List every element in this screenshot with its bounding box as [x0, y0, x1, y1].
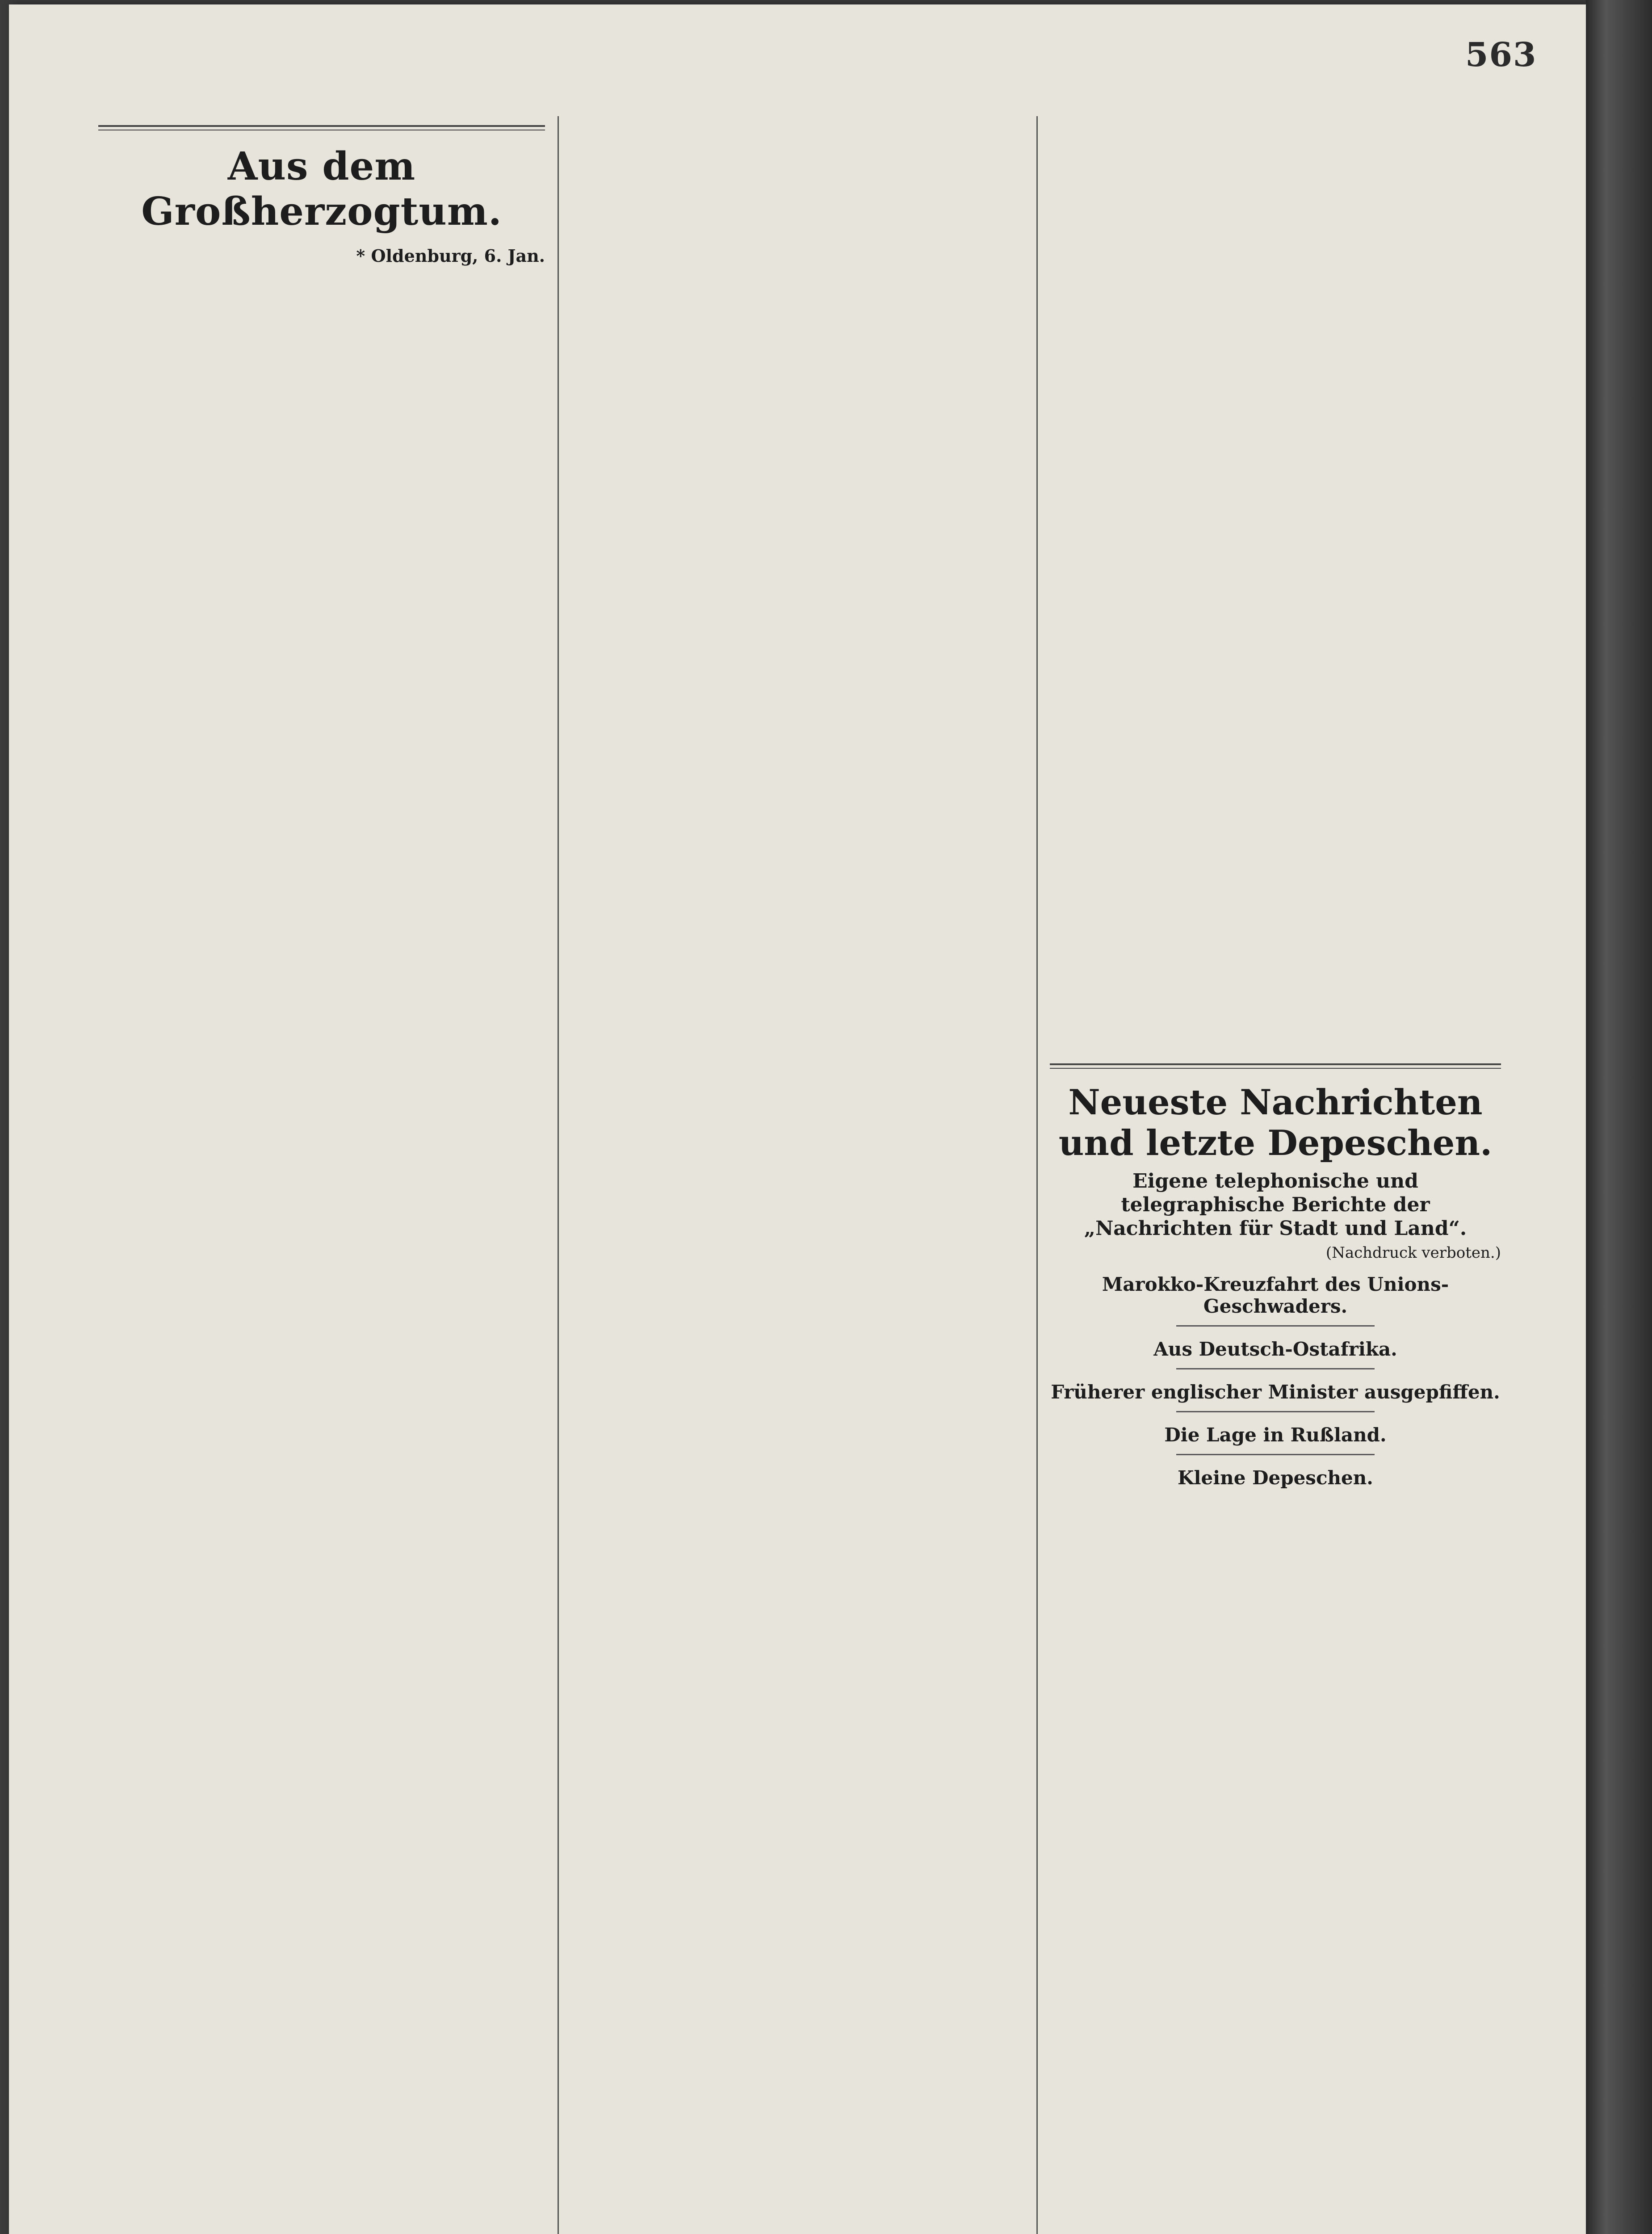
subhead-deutsch-ostafrika: Aus Deutsch-Ostafrika.	[1153, 1338, 1397, 1361]
subhead-kleine-depeschen: Kleine Depeschen.	[1178, 1467, 1373, 1489]
divider	[1176, 1368, 1375, 1369]
subhead-marokko: Marokko-Kreuzfahrt des Unions-Geschwaders.	[1102, 1273, 1449, 1318]
column-3	[1050, 116, 1501, 2234]
binding-edge	[1586, 0, 1652, 2234]
page-number: 563	[1465, 36, 1537, 74]
section-title-neueste-nachrichten: Neueste Nachrichten und letzte Depeschen.	[1058, 1082, 1493, 1163]
reprint-note: (Nachdruck verboten.)	[1325, 1244, 1501, 1262]
subhead-englischer-minister: Früherer englischer Minister ausgepfiffen.	[1051, 1381, 1500, 1403]
divider	[1176, 1411, 1375, 1412]
section-divider	[98, 125, 545, 130]
divider	[1176, 1454, 1375, 1455]
section-title-grossherzogtum: Aus dem Großherzogtum.	[141, 144, 502, 234]
newspaper-page	[9, 4, 1586, 2234]
column-rule	[1036, 116, 1038, 2234]
column-2	[572, 116, 1023, 2234]
dateline-oldenburg: * Oldenburg, 6. Jan.	[356, 246, 545, 266]
section-divider	[1050, 1063, 1501, 1069]
column-1	[98, 116, 545, 2234]
subhead-lage-russland: Die Lage in Rußland.	[1164, 1424, 1387, 1446]
section-subtitle: Eigene telephonische und telegraphische Berichte der „Nachrichten für Stadt und Land“.	[1084, 1170, 1467, 1240]
divider	[1176, 1325, 1375, 1327]
column-rule	[558, 116, 559, 2234]
